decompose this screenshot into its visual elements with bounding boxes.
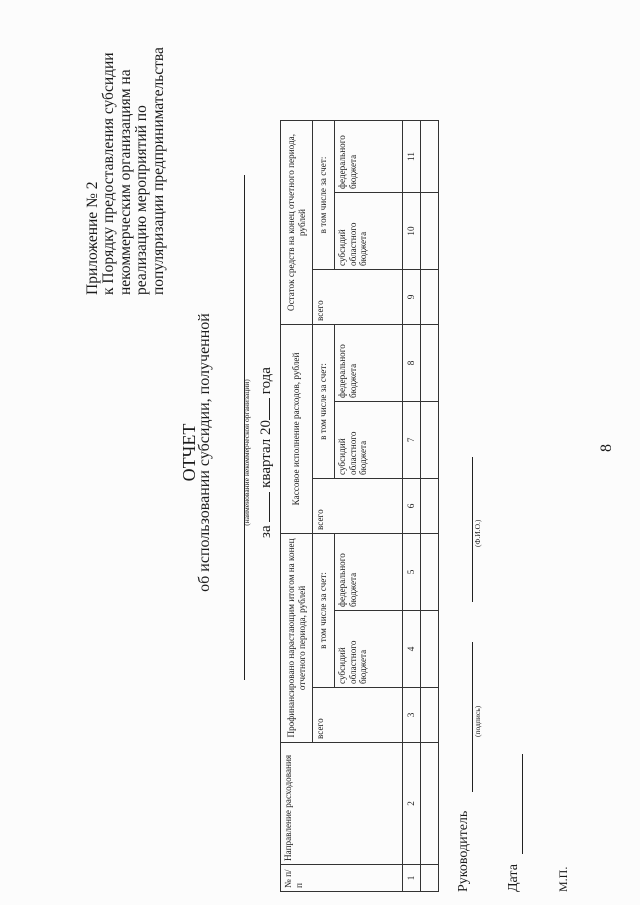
column-number: 2	[403, 743, 421, 865]
header-including: в том числе за счет:	[313, 121, 335, 270]
appendix-header	[85, 0, 167, 295]
quarter-blank	[269, 492, 270, 522]
column-number: 6	[403, 479, 421, 534]
page-number: 8	[598, 444, 615, 452]
table-cell	[421, 688, 439, 743]
stamp-label: М.П.	[556, 866, 570, 892]
column-number: 1	[403, 865, 421, 892]
head-label: Руководитель	[456, 810, 471, 892]
appendix-line-2: к Порядку предоставления субсидии	[100, 52, 118, 295]
column-number: 7	[403, 402, 421, 479]
appendix-line-4: реализацию мероприятий по	[133, 105, 151, 295]
header-regional: субсидий областного бюджета	[335, 193, 403, 270]
column-number: 4	[403, 611, 421, 688]
column-number: 8	[403, 325, 421, 402]
header-planned: Профинансировано нарастающим итогом на конец отчетного периода, рублей	[281, 534, 313, 743]
table-cell	[421, 743, 439, 865]
empty-data-row	[421, 121, 439, 892]
column-number-row	[403, 121, 421, 892]
table-cell	[421, 865, 439, 892]
table-cell	[421, 479, 439, 534]
header-total: всего	[313, 270, 403, 325]
header-regional: субсидий областного бюджета	[335, 402, 403, 479]
appendix-line-1: Приложение № 2	[84, 181, 101, 295]
header-number: № п/п	[281, 865, 403, 892]
table-cell	[421, 534, 439, 611]
table-cell	[421, 611, 439, 688]
organization-caption: (наименование некоммерческой организации)	[242, 379, 251, 526]
signature-block	[452, 372, 592, 892]
report-title: ОТЧЕТ	[179, 423, 199, 482]
appendix-line-5: популяризации предпринимательства	[149, 47, 167, 295]
header-total: всего	[313, 688, 403, 743]
period-mid: квартал 20	[258, 419, 274, 488]
signature-caption: (подпись)	[473, 705, 482, 737]
period-suffix: года	[258, 367, 274, 395]
header-federal: федерального бюджета	[335, 325, 403, 402]
column-number: 10	[403, 193, 421, 270]
header-federal: федерального бюджета	[335, 121, 403, 193]
appendix-line-3: некоммерческим организациям на	[116, 69, 134, 295]
column-number: 9	[403, 270, 421, 325]
header-federal: федерального бюджета	[335, 534, 403, 611]
table-cell	[421, 402, 439, 479]
header-including: в том числе за счет:	[313, 325, 335, 479]
column-number: 3	[403, 688, 421, 743]
table-cell	[421, 325, 439, 402]
report-table	[280, 120, 439, 892]
column-number: 5	[403, 534, 421, 611]
header-regional: субсидий областного бюджета	[335, 611, 403, 688]
header-cash: Кассовое исполнение расходов, рублей	[281, 325, 313, 534]
table-cell	[421, 121, 439, 193]
date-line	[522, 754, 523, 854]
header-balance: Остаток средств на конец отчетного периода, рублей	[281, 121, 313, 325]
period-prefix: за	[258, 525, 274, 538]
name-caption: (Ф.И.О.)	[473, 519, 482, 547]
table-cell	[421, 270, 439, 325]
column-number: 11	[403, 121, 421, 193]
report-subtitle: об использовании субсидии, полученной	[196, 313, 213, 592]
header-total: всего	[313, 479, 403, 534]
report-period	[258, 0, 275, 905]
date-label: Дата	[506, 864, 521, 892]
header-including: в том числе за счет:	[313, 534, 335, 688]
header-direction: Направление расходования	[281, 743, 403, 865]
year-blank	[269, 398, 270, 420]
table-cell	[421, 193, 439, 270]
